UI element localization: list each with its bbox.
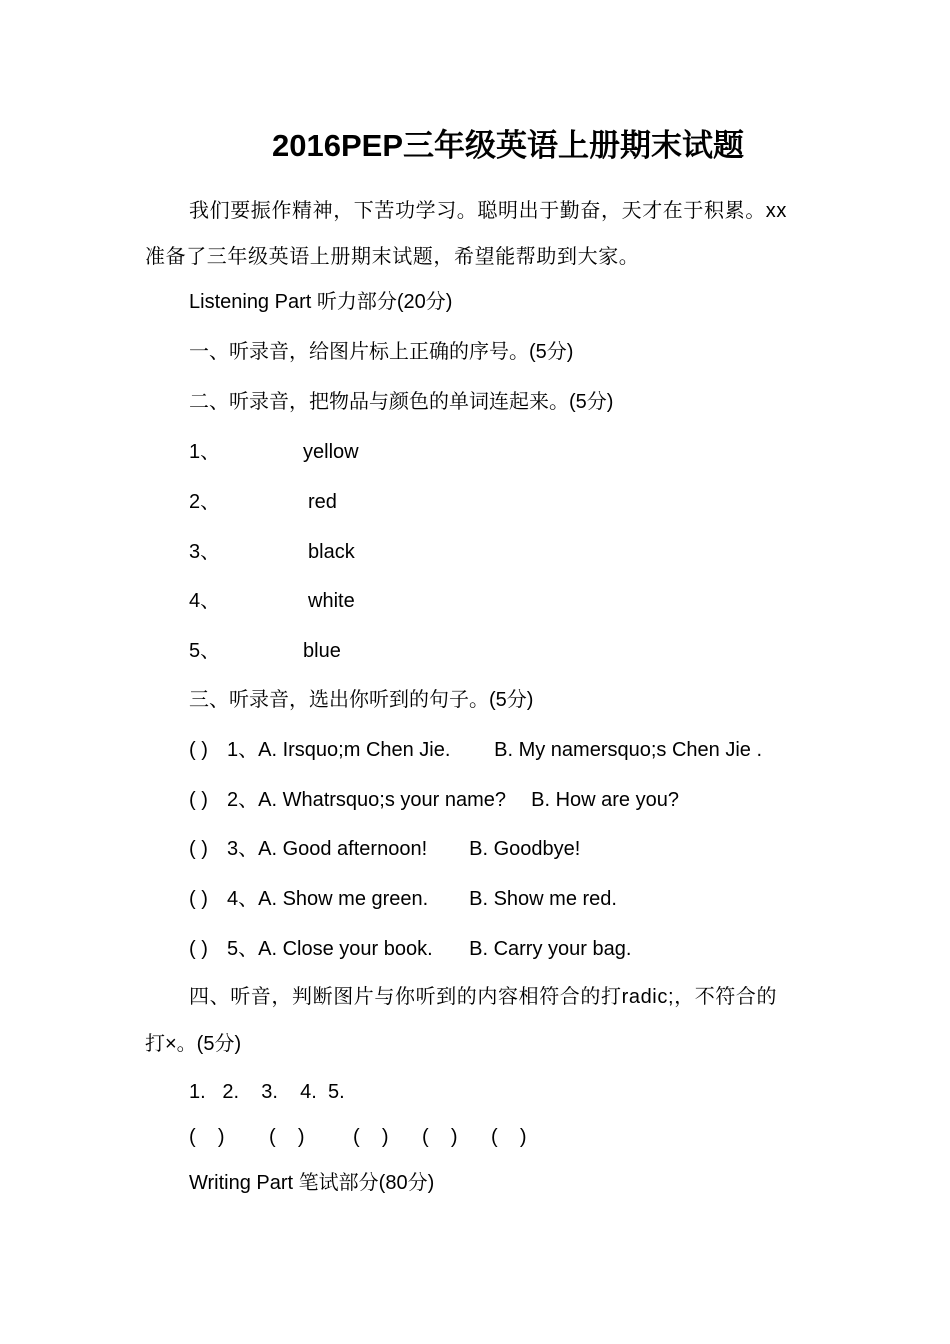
option-a: A. Show me green. [258, 888, 429, 910]
color-item [189, 439, 359, 465]
picture-numbers-row: 1. 2. 3. 4. 5. [189, 1081, 345, 1103]
option-b: B. Show me red. [469, 888, 617, 910]
color-item-word: white [308, 590, 355, 612]
answer-blank: ( ) [189, 888, 208, 910]
option-b: B. Carry your bag. [469, 938, 632, 960]
answer-blank: ( ) [189, 739, 208, 761]
question-row [189, 936, 631, 962]
question-row [189, 787, 679, 813]
color-item [189, 638, 341, 664]
color-item-word: black [308, 541, 355, 563]
page-title: 2016PEP三年级英语上册期末试题 [272, 128, 744, 163]
option-a: A. Good afternoon! [258, 838, 428, 860]
color-item-number: 1、 [189, 441, 221, 463]
question-number: 1、 [227, 739, 259, 761]
answer-blank: ( ) [269, 1126, 305, 1148]
option-a: A. Close your book. [258, 938, 433, 960]
color-item-word: blue [303, 640, 341, 662]
answer-blank: ( ) [353, 1126, 389, 1148]
color-item [189, 539, 355, 565]
section-3-heading: 三、听录音，选出你听到的句子。(5分) [189, 689, 534, 711]
color-item-word: red [308, 491, 337, 513]
question-number: 2、 [227, 789, 259, 811]
option-a: A. Irsquo;m Chen Jie. [258, 739, 451, 761]
answer-blank: ( ) [189, 789, 208, 811]
question-row [189, 886, 617, 912]
option-b: B. Goodbye! [469, 838, 581, 860]
color-item-number: 4、 [189, 590, 221, 612]
answer-blank: ( ) [189, 1126, 225, 1148]
answer-blank: ( ) [491, 1126, 527, 1148]
color-item [189, 489, 337, 515]
answer-blanks-row [189, 1124, 527, 1150]
question-number: 5、 [227, 938, 259, 960]
option-b: B. How are you? [531, 789, 679, 811]
section-4-heading-line-2: 打×。(5分) [145, 1033, 242, 1055]
answer-blank: ( ) [189, 838, 208, 860]
question-number: 3、 [227, 838, 259, 860]
writing-header: Writing Part 笔试部分(80分) [189, 1172, 435, 1194]
color-item-number: 5、 [189, 640, 221, 662]
listening-header: Listening Part 听力部分(20分) [189, 291, 453, 313]
color-item-number: 3、 [189, 541, 221, 563]
color-item-word: yellow [303, 441, 359, 463]
color-item-number: 2、 [189, 491, 221, 513]
answer-blank: ( ) [189, 938, 208, 960]
color-item [189, 588, 355, 614]
question-row [189, 836, 580, 862]
intro-line-2: 准备了三年级英语上册期末试题，希望能帮助到大家。 [145, 246, 640, 268]
option-b: B. My namersquo;s Chen Jie . [494, 739, 763, 761]
answer-blank: ( ) [422, 1126, 458, 1148]
section-1-heading: 一、听录音，给图片标上正确的序号。(5分) [189, 341, 574, 363]
intro-line-1: 我们要振作精神，下苦功学习。聪明出于勤奋，天才在于积累。xx [189, 200, 787, 222]
section-4-heading-line-1: 四、听音，判断图片与你听到的内容相符合的打radic;，不符合的 [189, 986, 778, 1008]
section-2-heading: 二、听录音，把物品与颜色的单词连起来。(5分) [189, 391, 614, 413]
question-row [189, 737, 762, 763]
question-number: 4、 [227, 888, 259, 910]
option-a: A. Whatrsquo;s your name? [258, 789, 507, 811]
